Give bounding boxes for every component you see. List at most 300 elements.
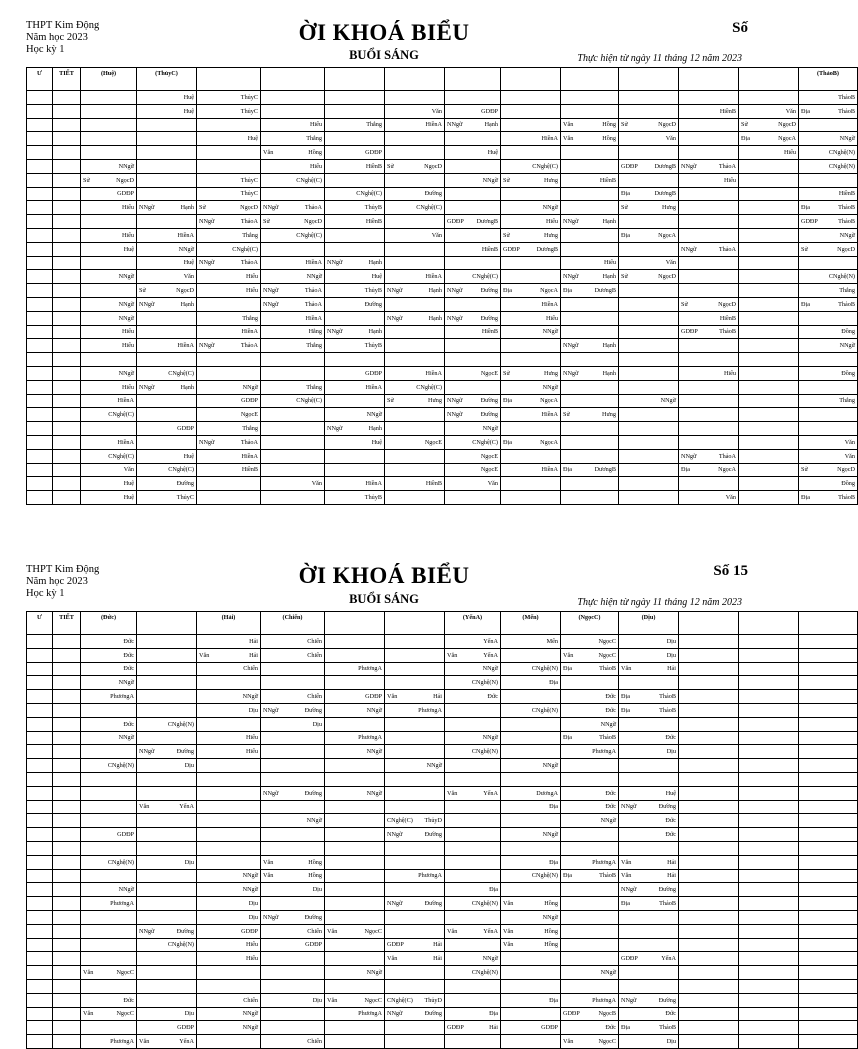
schedule-cell: NNgữ	[197, 869, 261, 883]
schedule-cell: CNghệ(C)	[137, 366, 197, 380]
schedule-cell	[197, 979, 261, 993]
schedule-cell	[53, 786, 81, 800]
schedule-cell	[799, 1021, 858, 1035]
schedule-cell: DươngA	[501, 786, 561, 800]
schedule-cell	[679, 676, 739, 690]
schedule-cell: Hiếu	[81, 339, 137, 353]
teacher-label: Hạnh	[602, 369, 616, 377]
teacher-label: ThảoB	[659, 1024, 676, 1032]
subject-label: NNgữ	[199, 259, 215, 267]
subject-label: NNgữ	[563, 218, 579, 226]
schedule-cell	[27, 938, 53, 952]
schedule-cell: CNghệ(N)	[445, 745, 501, 759]
schedule-cell	[53, 897, 81, 911]
schedule-cell	[27, 924, 53, 938]
schedule-cell: Huệ	[325, 270, 385, 284]
schedule-cell	[53, 869, 81, 883]
header-row	[27, 612, 858, 635]
schedule-cell	[385, 924, 445, 938]
teacher-label: DươngB	[654, 190, 676, 198]
schedule-cell	[261, 897, 325, 911]
schedule-cell	[619, 855, 679, 869]
teacher-label: Hải	[667, 872, 676, 880]
table-row	[27, 952, 858, 966]
timetable-table	[26, 611, 858, 1049]
schedule-cell: Hiếu	[197, 938, 261, 952]
schedule-cell	[619, 897, 679, 911]
schedule-cell	[385, 966, 445, 980]
schedule-cell	[739, 786, 799, 800]
schedule-cell: NNgữ	[501, 201, 561, 215]
teacher-label: ThảoB	[838, 494, 855, 501]
teacher-label: ThảoB	[599, 872, 616, 880]
teacher-label: DươngB	[594, 287, 616, 295]
schedule-cell	[261, 662, 325, 676]
schedule-cell	[81, 1021, 137, 1035]
schedule-cell	[561, 1007, 619, 1021]
teacher-label: NgọcD	[304, 218, 322, 226]
schedule-cell	[325, 635, 385, 649]
schedule-cell	[81, 952, 137, 966]
schedule-cell	[81, 800, 137, 814]
schedule-cell: Đức	[81, 717, 137, 731]
schedule-cell	[27, 952, 53, 966]
schedule-cell	[799, 463, 858, 477]
table-row	[27, 635, 858, 649]
teacher-label: DươngB	[594, 466, 616, 474]
schedule-cell: Thắng	[261, 132, 325, 146]
header-cell	[739, 612, 799, 635]
teacher-label: Hạnh	[428, 287, 442, 295]
schedule-cell	[679, 745, 739, 759]
teacher-label: ThảoA	[718, 245, 736, 253]
schedule-cell: CNghệ(C)	[385, 380, 445, 394]
schedule-cell	[679, 841, 739, 855]
schedule-cell: HiềnA	[385, 118, 445, 132]
schedule-cell: ThủyB	[325, 201, 385, 215]
schedule-cell: NNgữ	[197, 1021, 261, 1035]
schedule-cell: Thắng	[799, 284, 858, 298]
schedule-cell	[799, 772, 858, 786]
schedule-cell	[325, 759, 385, 773]
teacher-label: ThảoB	[659, 706, 676, 714]
schedule-cell	[799, 662, 858, 676]
schedule-cell	[53, 745, 81, 759]
schedule-cell: Thắng	[261, 380, 325, 394]
schedule-cell: HiềnA	[385, 270, 445, 284]
schedule-cell: ThủyB	[325, 339, 385, 353]
schedule-cell: Thắng	[197, 228, 261, 242]
table-row	[27, 966, 858, 980]
teacher-label: ThảoA	[718, 452, 736, 460]
schedule-cell	[137, 883, 197, 897]
teacher-label: Hạnh	[180, 383, 194, 391]
schedule-cell	[619, 883, 679, 897]
teacher-label: Đường	[424, 1010, 442, 1018]
schedule-cell: NNgữ	[799, 339, 858, 353]
schedule-cell: NNgữ	[799, 228, 858, 242]
table-row	[27, 745, 858, 759]
subject-label: Văn	[263, 872, 274, 880]
teacher-label: NgọcA	[540, 438, 558, 446]
schedule-cell: YếnA	[445, 635, 501, 649]
schedule-cell	[619, 1021, 679, 1035]
schedule-cell	[445, 841, 501, 855]
schedule-cell	[325, 841, 385, 855]
schedule-cell	[445, 855, 501, 869]
timetable-number: Số	[732, 20, 748, 36]
schedule-cell: Hiếu	[197, 270, 261, 284]
schedule-cell: NNgữ	[81, 676, 137, 690]
schedule-cell	[137, 828, 197, 842]
teacher-label: Đường	[658, 996, 676, 1004]
table-row	[27, 841, 858, 855]
schedule-cell	[27, 993, 53, 1007]
schedule-cell	[385, 772, 445, 786]
schedule-cell	[197, 676, 261, 690]
subject-label: Văn	[327, 927, 338, 935]
schedule-cell: HiềnB	[445, 242, 501, 256]
teacher-label: Đường	[480, 411, 498, 419]
schedule-cell	[619, 800, 679, 814]
schedule-cell: HiềnA	[501, 408, 561, 422]
schedule-cell: NNgữ	[325, 408, 385, 422]
schedule-cell: NNgữ	[81, 297, 137, 311]
subject-label: Sử	[621, 204, 628, 212]
schedule-cell	[137, 635, 197, 649]
schedule-cell: Hiếu	[81, 325, 137, 339]
subject-label: Văn	[563, 135, 574, 143]
schedule-cell: Dịu	[197, 897, 261, 911]
header-cell	[325, 612, 385, 635]
schedule-cell	[445, 786, 501, 800]
teacher-label: Hồng	[308, 858, 322, 866]
table-row	[27, 676, 858, 690]
schedule-cell	[261, 745, 325, 759]
subject-label: Địa	[621, 1024, 630, 1032]
schedule-cell	[27, 731, 53, 745]
table-row	[27, 690, 858, 704]
schedule-cell: Đức	[81, 662, 137, 676]
teacher-label: Hồng	[544, 941, 558, 949]
subject-label: Địa	[681, 466, 690, 474]
schedule-cell: Thắng	[261, 339, 325, 353]
schedule-cell: HiềnB	[445, 325, 501, 339]
schedule-cell: PhươngA	[325, 731, 385, 745]
schedule-cell	[799, 703, 858, 717]
teacher-label: NgọcD	[658, 121, 676, 129]
schedule-cell	[445, 910, 501, 924]
schedule-cell	[385, 786, 445, 800]
schedule-cell	[561, 979, 619, 993]
teacher-label: Hải	[433, 955, 442, 963]
schedule-cell	[53, 841, 81, 855]
subject-label: Văn	[503, 900, 514, 908]
schedule-cell: Huệ	[619, 786, 679, 800]
schedule-cell: CNghệ(N)	[501, 703, 561, 717]
schedule-cell: Dịu	[261, 883, 325, 897]
teacher-label: ThảoB	[838, 107, 855, 115]
subject-label: Sử	[503, 176, 510, 184]
schedule-cell: NgọcE	[197, 408, 261, 422]
schedule-cell: NNgữ	[197, 380, 261, 394]
schedule-cell: HiềnA	[501, 132, 561, 146]
teacher-label: NgọcD	[837, 245, 855, 253]
schedule-cell	[27, 841, 53, 855]
schedule-cell: CNghệ(C)	[261, 394, 325, 408]
schedule-cell	[81, 869, 137, 883]
schedule-cell: Thắng	[197, 311, 261, 325]
schedule-cell	[445, 703, 501, 717]
subject-label: NNgữ	[447, 411, 463, 419]
effective-date: Thực hiện từ ngày 11 tháng 12 năm 2023	[577, 597, 742, 608]
schedule-cell	[799, 800, 858, 814]
schedule-cell	[799, 408, 858, 422]
schedule-cell	[501, 731, 561, 745]
schedule-cell	[137, 676, 197, 690]
schedule-cell: PhươngA	[385, 869, 445, 883]
schedule-cell: Đức	[619, 731, 679, 745]
schedule-cell	[137, 703, 197, 717]
schedule-cell: Dịu	[197, 910, 261, 924]
teacher-label: NgọcD	[658, 273, 676, 281]
schedule-cell	[799, 717, 858, 731]
schedule-cell	[53, 924, 81, 938]
schedule-cell: CNghệ(N)	[501, 662, 561, 676]
teacher-label: Hải	[433, 693, 442, 701]
schedule-cell	[137, 745, 197, 759]
schedule-cell	[561, 772, 619, 786]
table-row	[27, 828, 858, 842]
schedule-cell: Chiến	[261, 1035, 325, 1049]
table-row	[27, 910, 858, 924]
table-row	[27, 869, 858, 883]
table-row	[27, 814, 858, 828]
schedule-cell: NNgữ	[81, 270, 137, 284]
schedule-cell	[137, 1035, 197, 1049]
schedule-cell	[325, 828, 385, 842]
schedule-cell	[501, 966, 561, 980]
schedule-cell: PhươngA	[325, 1007, 385, 1021]
teacher-label: Hạnh	[602, 273, 616, 281]
teacher-label: Hạnh	[180, 300, 194, 308]
session-label: BUỔI SÁNG	[349, 592, 419, 606]
schedule-cell: NNgữ	[445, 952, 501, 966]
schedule-cell: Thắng	[325, 118, 385, 132]
schedule-cell	[799, 745, 858, 759]
schedule-cell	[679, 635, 739, 649]
teacher-label: YếnA	[661, 955, 676, 963]
schedule-cell: GDĐP	[81, 828, 137, 842]
schedule-cell	[619, 993, 679, 1007]
schedule-cell	[679, 1021, 739, 1035]
effective-date: Thực hiện từ ngày 11 tháng 12 năm 2023	[577, 53, 742, 64]
teacher-label: Đường	[480, 397, 498, 405]
schedule-cell: NNgữ	[619, 394, 679, 408]
schedule-cell	[197, 828, 261, 842]
schedule-cell	[137, 979, 197, 993]
teacher-label: Hạnh	[368, 328, 382, 336]
table-row	[27, 1007, 858, 1021]
schedule-cell	[385, 979, 445, 993]
schedule-cell: NNgữ	[501, 759, 561, 773]
schedule-cell	[799, 1007, 858, 1021]
header-cell: (YếnA)	[445, 612, 501, 635]
header-cell: (ThủyC)	[137, 68, 197, 91]
schedule-cell	[53, 800, 81, 814]
schedule-cell	[197, 814, 261, 828]
schedule-cell	[27, 883, 53, 897]
teacher-label: Hạnh	[368, 425, 382, 433]
schedule-cell	[619, 952, 679, 966]
teacher-label: Hồng	[602, 121, 616, 129]
schedule-cell	[445, 869, 501, 883]
schedule-cell	[27, 814, 53, 828]
teacher-label: NgọcD	[240, 204, 258, 212]
schedule-cell	[739, 662, 799, 676]
schedule-cell	[679, 703, 739, 717]
subject-label: Địa	[563, 466, 572, 474]
teacher-label: NgọcA	[540, 397, 558, 405]
schedule-cell: Đường	[385, 187, 445, 201]
schedule-cell: Huệ	[81, 242, 137, 256]
schedule-cell: Chiến	[261, 924, 325, 938]
schedule-cell: Dịu	[261, 717, 325, 731]
schedule-cell: Huệ	[81, 491, 137, 505]
schedule-cell	[561, 938, 619, 952]
schedule-cell: Huệ	[325, 435, 385, 449]
schedule-cell	[739, 841, 799, 855]
schedule-cell	[27, 786, 53, 800]
schedule-cell	[501, 745, 561, 759]
schedule-cell	[137, 924, 197, 938]
teacher-label: NgọcC	[364, 927, 382, 935]
schedule-cell	[799, 938, 858, 952]
schedule-cell	[137, 800, 197, 814]
schedule-cell: HiềnB	[325, 215, 385, 229]
schedule-cell: HiềnA	[137, 228, 197, 242]
schedule-cell: NgọcE	[445, 449, 501, 463]
schedule-cell: ThủyB	[325, 284, 385, 298]
schedule-cell	[561, 759, 619, 773]
schedule-cell	[385, 855, 445, 869]
schedule-cell: Văn	[137, 270, 197, 284]
schedule-cell	[561, 910, 619, 924]
schedule-cell: NNgữ	[385, 759, 445, 773]
schedule-cell	[739, 745, 799, 759]
schedule-cell	[137, 952, 197, 966]
subject-label: NNgữ	[263, 300, 279, 308]
schedule-cell	[27, 979, 53, 993]
schedule-cell	[53, 828, 81, 842]
schedule-cell	[799, 952, 858, 966]
schedule-cell	[197, 841, 261, 855]
schedule-cell	[137, 662, 197, 676]
schedule-cell	[385, 1035, 445, 1049]
page-title: ỜI KHOÁ BIỂU	[298, 563, 470, 588]
schedule-cell	[81, 910, 137, 924]
teacher-label: Hạnh	[368, 259, 382, 267]
schedule-cell: Huệ	[137, 91, 197, 105]
teacher-label: Đường	[176, 927, 194, 935]
schedule-cell	[561, 869, 619, 883]
schedule-cell	[27, 910, 53, 924]
schedule-cell: Đức	[561, 1021, 619, 1035]
teacher-label: Hưng	[543, 231, 558, 239]
subject-label: NNgữ	[621, 996, 637, 1004]
schedule-cell	[445, 993, 501, 1007]
schedule-cell	[445, 772, 501, 786]
schedule-cell	[739, 1021, 799, 1035]
subject-label: Văn	[503, 927, 514, 935]
subject-label: GDĐP	[621, 162, 638, 170]
schedule-cell: ThủyC	[197, 91, 261, 105]
schedule-cell	[53, 993, 81, 1007]
schedule-cell	[679, 731, 739, 745]
schedule-cell: NNgữ	[81, 883, 137, 897]
schedule-cell: NNgữ	[445, 173, 501, 187]
teacher-label: NgọcA	[540, 287, 558, 295]
schedule-cell	[81, 1007, 137, 1021]
schedule-cell	[385, 676, 445, 690]
schedule-cell: NNgữ	[561, 717, 619, 731]
schedule-cell	[501, 979, 561, 993]
schedule-cell	[799, 786, 858, 800]
schedule-cell	[137, 648, 197, 662]
subject-label: Văn	[263, 149, 274, 157]
schedule-cell	[739, 1007, 799, 1021]
schedule-cell: Hải	[197, 635, 261, 649]
schedule-cell	[501, 952, 561, 966]
subject-label: NNgữ	[327, 259, 343, 267]
subject-label: Địa	[621, 231, 630, 239]
schedule-cell	[261, 869, 325, 883]
subject-label: Địa	[503, 287, 512, 295]
subject-label: NNgữ	[387, 314, 403, 322]
subject-label: Văn	[387, 693, 398, 701]
schedule-cell	[27, 1035, 53, 1049]
schedule-cell	[53, 883, 81, 897]
schedule-cell: HiềnA	[325, 477, 385, 491]
schedule-cell	[445, 828, 501, 842]
subject-label: NNgữ	[563, 369, 579, 377]
header-cell	[137, 612, 197, 635]
teacher-label: ThảoA	[718, 162, 736, 170]
schedule-cell	[799, 311, 858, 325]
school-name: THPT Kim Động	[26, 20, 100, 31]
subject-label: Văn	[83, 1010, 94, 1018]
subject-label: NNgữ	[387, 900, 403, 908]
schedule-cell	[739, 676, 799, 690]
teacher-label: NgọcA	[718, 466, 736, 474]
schedule-cell	[799, 380, 858, 394]
schedule-cell: Hiếu	[197, 952, 261, 966]
schedule-cell: Hằng	[261, 325, 325, 339]
subject-label: GDĐP	[801, 218, 818, 226]
schedule-cell	[619, 869, 679, 883]
subject-label: GDĐP	[387, 941, 404, 949]
subject-label: Sử	[741, 121, 748, 129]
subject-label: Địa	[801, 107, 810, 115]
subject-label: Sử	[621, 273, 628, 281]
schedule-cell: CNghệ(C)	[197, 242, 261, 256]
header-cell: TIẾT	[53, 612, 81, 635]
schedule-cell	[501, 924, 561, 938]
schedule-cell: HiềnB	[197, 463, 261, 477]
schedule-cell	[799, 993, 858, 1007]
schedule-cell	[679, 662, 739, 676]
schedule-cell: Địa	[501, 800, 561, 814]
